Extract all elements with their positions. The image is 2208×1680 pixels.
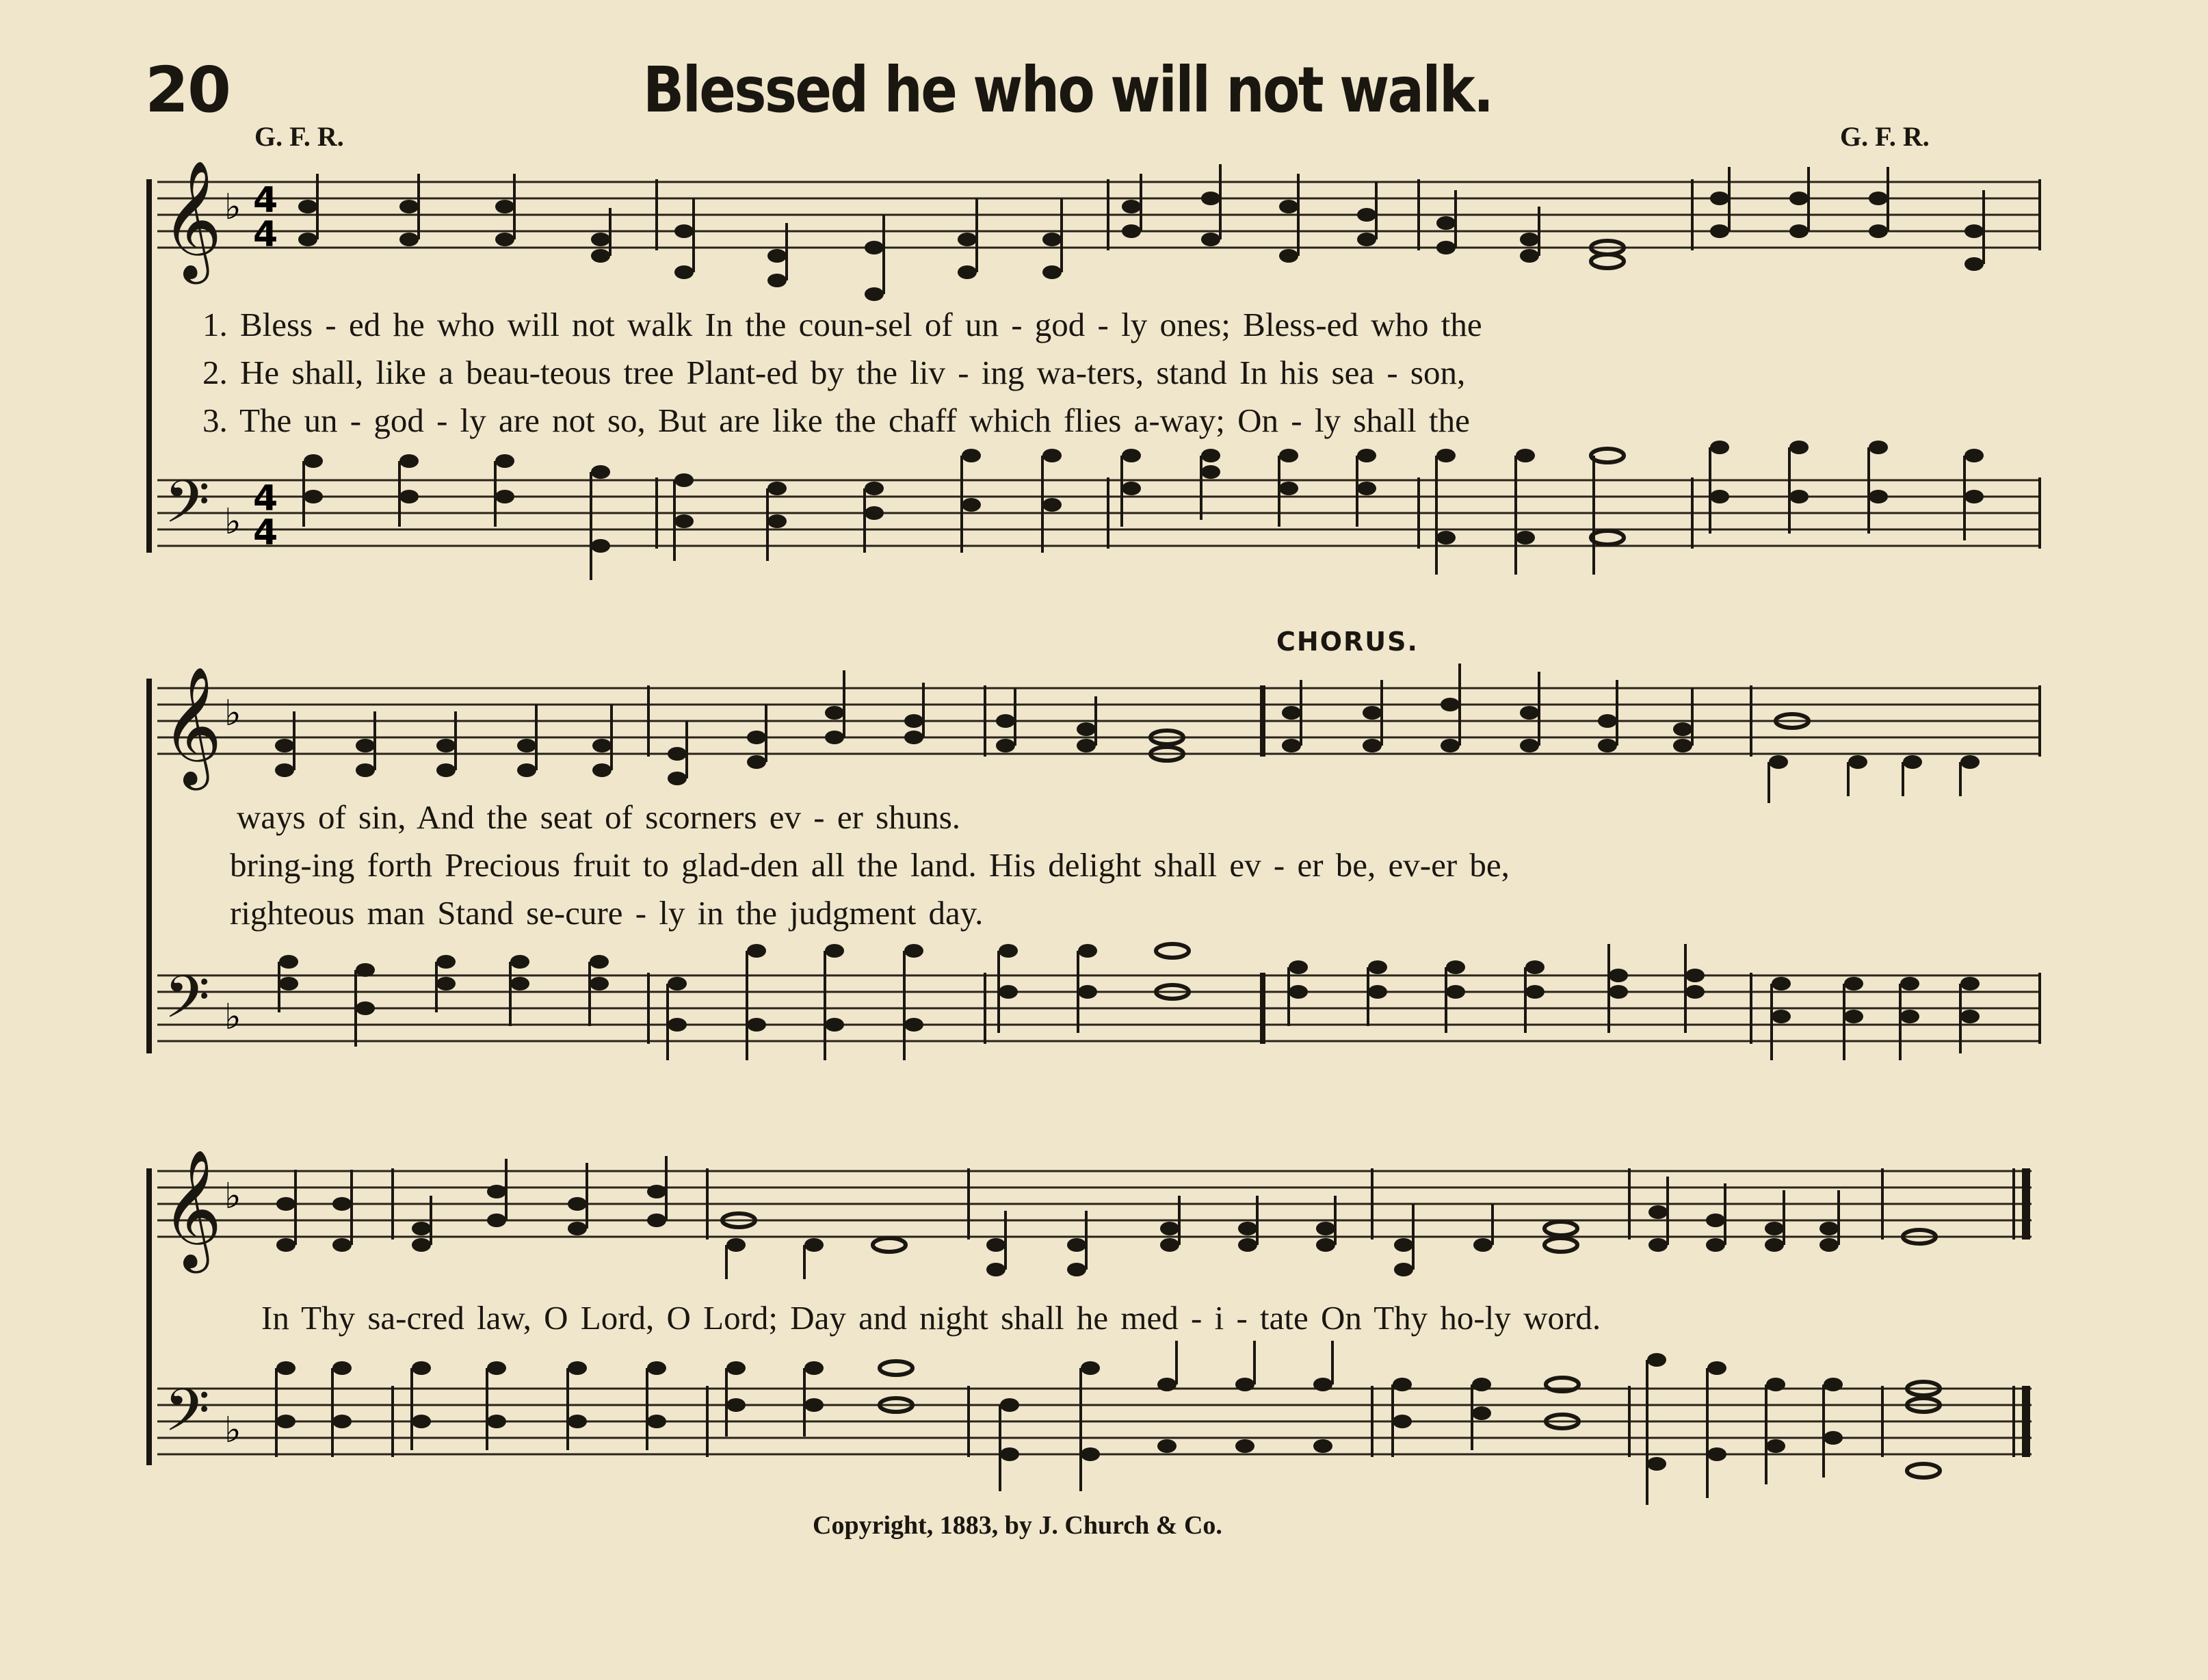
- bass-time-signature-top: 4: [253, 478, 278, 519]
- treble-clef-icon: 𝄞: [161, 1149, 222, 1268]
- page-number: 20: [145, 53, 231, 127]
- system-2-verse-1: ways of sin, And the seat of scorners ev - er shuns.: [237, 798, 961, 836]
- treble-clef-icon: 𝄞: [161, 666, 222, 785]
- bass-time-signature-bottom: 4: [253, 512, 278, 553]
- treble-flat-icon: ♭: [224, 693, 241, 734]
- system-1-bass-staff: [157, 480, 2040, 546]
- copyright-notice: Copyright, 1883, by J. Church & Co.: [813, 1511, 1222, 1540]
- bass-clef-icon: 𝄢: [164, 962, 210, 1046]
- credit-left: G. F. R.: [254, 121, 344, 152]
- credit-right: G. F. R.: [1840, 121, 1930, 152]
- system-1-verse-3: 3. The un - god - ly are not so, But are like the chaff which flies a-way; On - ly shall the: [202, 402, 1470, 439]
- system-3-verse-1: In Thy sa-cred law, O Lord, O Lord; Day and night shall he med - i - tate On Thy ho-ly word.: [261, 1299, 1601, 1337]
- bass-clef-icon: 𝄢: [164, 1376, 210, 1459]
- system-1-verse-1: 1. Bless - ed he who will not walk In the coun-sel of un - god - ly ones; Bless-ed who the: [202, 306, 1482, 343]
- system-2-verse-2: bring-ing forth Precious fruit to glad-den all the land. His delight shall ev - er be, ev-er be,: [230, 846, 1510, 884]
- time-signature-bottom: 4: [253, 214, 278, 255]
- system-2-bass-notes: [279, 944, 1980, 1060]
- bass-flat-icon: ♭: [224, 997, 241, 1038]
- system-2-treble-notes: [275, 664, 1980, 803]
- system-2-verse-3: righteous man Stand se-cure - ly in the judgment day.: [230, 894, 984, 932]
- bass-clef-icon: 𝄢: [164, 467, 210, 551]
- treble-flat-icon: ♭: [224, 1176, 241, 1217]
- system-1-treble-notes: [298, 164, 1984, 301]
- system-1-verse-2: 2. He shall, like a beau-teous tree Plant-ed by the liv - ing wa-ters, stand In his sea - son,: [202, 354, 1466, 391]
- bass-flat-icon: ♭: [224, 1410, 241, 1451]
- system-3-bass-staff: [157, 1389, 2032, 1454]
- hymn-title: Blessed he who will not walk.: [643, 53, 1493, 127]
- system-3-bass-notes: [276, 1341, 1940, 1505]
- system-1-treble-staff: [157, 182, 2040, 248]
- chorus-label: CHORUS.: [1276, 627, 1419, 657]
- bass-flat-icon: ♭: [224, 501, 241, 542]
- treble-flat-icon: ♭: [224, 187, 241, 228]
- time-signature-top: 4: [253, 180, 278, 221]
- system-3-treble-staff: [157, 1171, 2032, 1237]
- treble-clef-icon: 𝄞: [161, 160, 222, 279]
- system-1-bass-notes: [304, 441, 1984, 580]
- system-3-treble-notes: [276, 1156, 1936, 1279]
